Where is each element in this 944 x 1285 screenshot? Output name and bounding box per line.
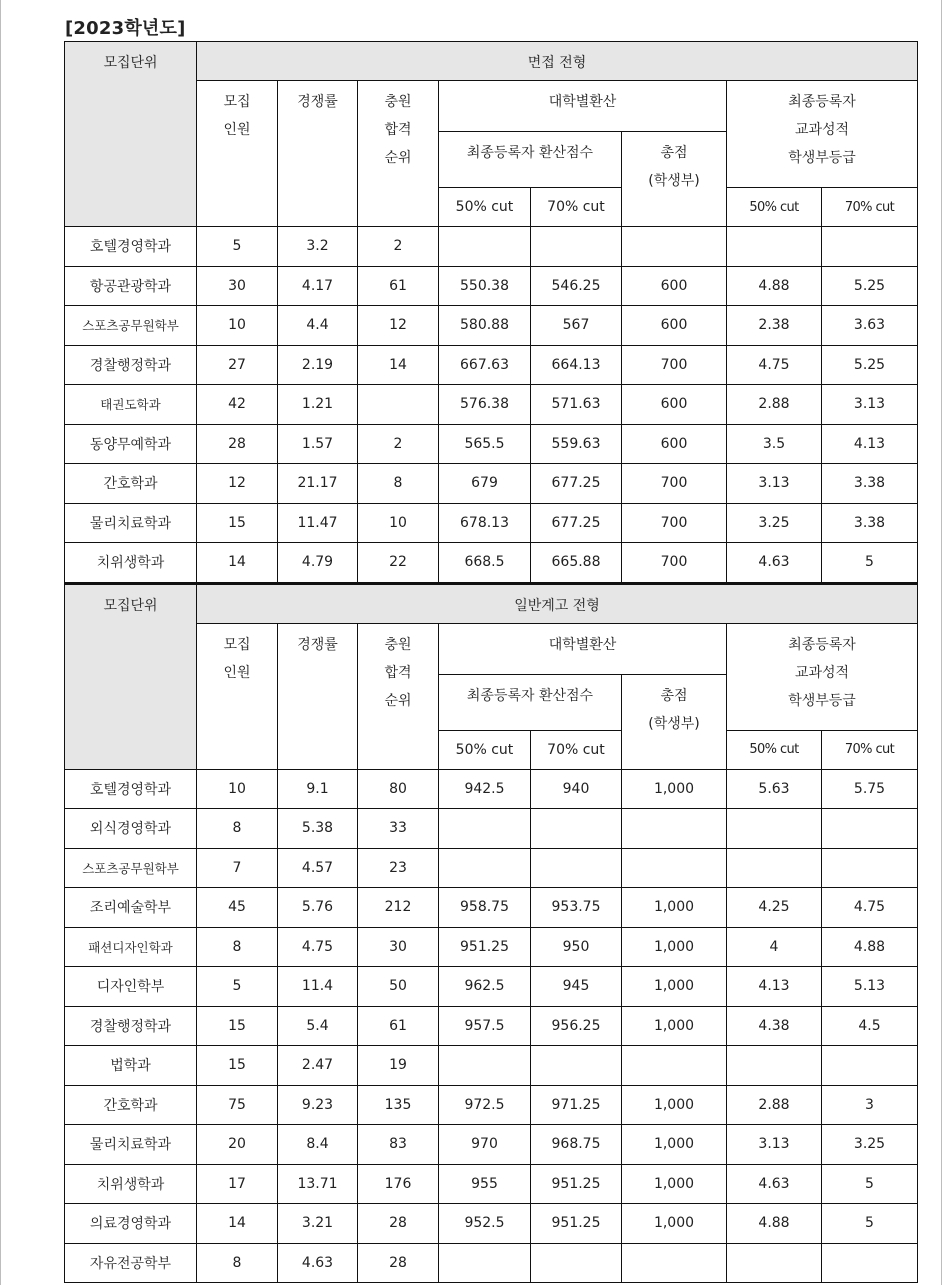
cell-waitlist: 61: [358, 266, 439, 306]
cell-score70: 664.13: [531, 345, 622, 385]
final-grade-header: [727, 623, 918, 730]
cell-grade70: 4.88: [822, 927, 918, 967]
cell-waitlist: 19: [358, 1046, 439, 1086]
cell-waitlist: 12: [358, 306, 439, 346]
header-line: (학생부): [648, 173, 700, 189]
cell-competition: 4.75: [278, 927, 358, 967]
cell-grade50: 4.88: [727, 1204, 822, 1244]
cell-recruit: 45: [197, 888, 278, 928]
cell-grade70: 4.5: [822, 1006, 918, 1046]
cell-grade50: [727, 848, 822, 888]
cell-total: 1,000: [622, 1006, 727, 1046]
table-row: [65, 848, 918, 888]
table-row: [65, 306, 918, 346]
cell-score50: 668.5: [439, 543, 531, 583]
cell-competition: 3.2: [278, 227, 358, 267]
cell-waitlist: 80: [358, 769, 439, 809]
header-line: (학생부): [648, 715, 700, 732]
cell-unit: 호텔경영학과: [65, 769, 197, 809]
cell-total: [622, 1046, 727, 1086]
cell-total: 700: [622, 345, 727, 385]
cell-total: 700: [622, 464, 727, 504]
cell-competition: 1.57: [278, 424, 358, 464]
cell-grade70: 3.38: [822, 464, 918, 504]
cell-competition: 4.63: [278, 1243, 358, 1283]
cell-grade50: 3.25: [727, 503, 822, 543]
cell-waitlist: 83: [358, 1125, 439, 1165]
cell-competition: 5.38: [278, 809, 358, 849]
recruit-header: [197, 81, 278, 227]
cell-waitlist: [358, 385, 439, 425]
final-score-header: 최종등록자 환산점수: [439, 674, 622, 730]
admission-type-header: 면접 전형: [197, 42, 918, 81]
cell-score50: 951.25: [439, 927, 531, 967]
cell-score50: 962.5: [439, 967, 531, 1007]
cell-score50: 678.13: [439, 503, 531, 543]
cell-unit: 패션디자인학과: [65, 927, 197, 967]
cell-competition: 5.76: [278, 888, 358, 928]
cell-recruit: 14: [197, 1204, 278, 1244]
cell-recruit: 75: [197, 1085, 278, 1125]
cell-unit: 디자인학부: [65, 967, 197, 1007]
header-line: 교과성적: [794, 664, 850, 681]
table-row: [65, 227, 918, 267]
cell-competition: 4.17: [278, 266, 358, 306]
cell-recruit: 10: [197, 769, 278, 809]
cell-competition: 4.79: [278, 543, 358, 583]
cell-unit: 외식경영학과: [65, 809, 197, 849]
cell-waitlist: 212: [358, 888, 439, 928]
cell-grade70: 3.63: [822, 306, 918, 346]
right-page-edge: [941, 0, 942, 1285]
cell-total: 700: [622, 503, 727, 543]
cell-total: 600: [622, 306, 727, 346]
cell-competition: 4.57: [278, 848, 358, 888]
cell-grade50: 4.38: [727, 1006, 822, 1046]
table-row: [65, 464, 918, 504]
recruit-header: [197, 623, 278, 769]
total-score-header: [622, 674, 727, 769]
cell-unit: 스포츠공무원학부: [65, 306, 197, 346]
cell-score70: 945: [531, 967, 622, 1007]
header-line: 인원: [223, 664, 251, 681]
cell-waitlist: 135: [358, 1085, 439, 1125]
cell-waitlist: 8: [358, 464, 439, 504]
header-row-1: [65, 584, 918, 623]
cell-unit: 물리치료학과: [65, 1125, 197, 1165]
cell-recruit: 5: [197, 967, 278, 1007]
table-row: [65, 345, 918, 385]
general-table-body: [65, 584, 918, 1283]
table-row: [65, 1046, 918, 1086]
cell-score70: 571.63: [531, 385, 622, 425]
cell-score70: 968.75: [531, 1125, 622, 1165]
cell-competition: 13.71: [278, 1164, 358, 1204]
cell-unit: 경찰행정학과: [65, 1006, 197, 1046]
cell-grade70: 3.38: [822, 503, 918, 543]
cell-grade50: 2.38: [727, 306, 822, 346]
cell-total: [622, 809, 727, 849]
cell-score70: 677.25: [531, 503, 622, 543]
table-row: [65, 1085, 918, 1125]
competition-header: 경쟁률: [278, 81, 358, 227]
cell-recruit: 20: [197, 1125, 278, 1165]
cell-recruit: 8: [197, 809, 278, 849]
cell-score50: 942.5: [439, 769, 531, 809]
table-row: [65, 809, 918, 849]
header-line: 최종등록자: [788, 636, 856, 653]
cell-waitlist: 10: [358, 503, 439, 543]
cell-waitlist: 2: [358, 227, 439, 267]
header-line: 충원: [384, 636, 412, 653]
cell-score50: 576.38: [439, 385, 531, 425]
table-row: [65, 503, 918, 543]
cell-score50: 550.38: [439, 266, 531, 306]
cell-unit: 법학과: [65, 1046, 197, 1086]
cell-waitlist: 28: [358, 1204, 439, 1244]
cell-grade50: 2.88: [727, 1085, 822, 1125]
cell-unit: 스포츠공무원학부: [65, 848, 197, 888]
cell-grade50: 4.63: [727, 543, 822, 583]
cell-unit: 치위생학과: [65, 543, 197, 583]
total-score-header: [622, 132, 727, 227]
score-50-cut-header: 50% cut: [439, 188, 531, 227]
cell-unit: 간호학과: [65, 1085, 197, 1125]
cell-score50: [439, 809, 531, 849]
cell-recruit: 7: [197, 848, 278, 888]
cell-competition: 4.4: [278, 306, 358, 346]
cell-recruit: 28: [197, 424, 278, 464]
table-row: [65, 1164, 918, 1204]
cell-score70: 951.25: [531, 1164, 622, 1204]
table-row: [65, 1125, 918, 1165]
cell-grade50: [727, 1243, 822, 1283]
cell-grade70: 4.13: [822, 424, 918, 464]
cell-recruit: 15: [197, 1006, 278, 1046]
cell-score70: 951.25: [531, 1204, 622, 1244]
cell-grade70: [822, 809, 918, 849]
cell-competition: 8.4: [278, 1125, 358, 1165]
cell-unit: 항공관광학과: [65, 266, 197, 306]
cell-waitlist: 2: [358, 424, 439, 464]
grade-70-cut-header: 70% cut: [822, 730, 918, 769]
cell-grade70: 5.25: [822, 345, 918, 385]
cell-competition: 11.4: [278, 967, 358, 1007]
cell-score50: 955: [439, 1164, 531, 1204]
cell-score50: 679: [439, 464, 531, 504]
table-row: [65, 1006, 918, 1046]
cell-waitlist: 14: [358, 345, 439, 385]
cell-total: 1,000: [622, 927, 727, 967]
cell-grade50: 4.75: [727, 345, 822, 385]
header-line: 총점: [660, 687, 688, 704]
score-70-cut-header: 70% cut: [531, 730, 622, 769]
cell-score50: 565.5: [439, 424, 531, 464]
cell-score70: 559.63: [531, 424, 622, 464]
university-conversion-header: 대학별환산: [439, 623, 727, 674]
cell-waitlist: 176: [358, 1164, 439, 1204]
cell-unit: 동양무예학과: [65, 424, 197, 464]
cell-score70: [531, 1243, 622, 1283]
cell-grade50: 3.5: [727, 424, 822, 464]
cell-grade70: 4.75: [822, 888, 918, 928]
cell-grade70: 5: [822, 1164, 918, 1204]
cell-unit: 조리예술학부: [65, 888, 197, 928]
cell-total: 600: [622, 385, 727, 425]
cell-grade70: 3.13: [822, 385, 918, 425]
cell-recruit: 8: [197, 1243, 278, 1283]
cell-score70: 940: [531, 769, 622, 809]
table-row: [65, 424, 918, 464]
cell-recruit: 5: [197, 227, 278, 267]
header-line: 학생부등급: [788, 150, 856, 166]
cell-recruit: 8: [197, 927, 278, 967]
grade-50-cut-header: 50% cut: [727, 730, 822, 769]
cell-total: [622, 848, 727, 888]
header-line: 모집: [223, 636, 251, 653]
cell-grade50: 3.13: [727, 1125, 822, 1165]
cell-total: 1,000: [622, 888, 727, 928]
cell-competition: 21.17: [278, 464, 358, 504]
cell-unit: 태권도학과: [65, 385, 197, 425]
score-70-cut-header: 70% cut: [531, 188, 622, 227]
cell-total: 1,000: [622, 1164, 727, 1204]
cell-score50: [439, 848, 531, 888]
admission-type-header: 일반계고 전형: [197, 584, 918, 623]
cell-unit: 물리치료학과: [65, 503, 197, 543]
cell-recruit: 27: [197, 345, 278, 385]
cell-waitlist: 50: [358, 967, 439, 1007]
cell-waitlist: 30: [358, 927, 439, 967]
cell-recruit: 42: [197, 385, 278, 425]
cell-recruit: 10: [197, 306, 278, 346]
cell-competition: 1.21: [278, 385, 358, 425]
cell-total: 600: [622, 266, 727, 306]
cell-score70: [531, 809, 622, 849]
cell-recruit: 14: [197, 543, 278, 583]
cell-score70: 950: [531, 927, 622, 967]
cell-grade50: 3.13: [727, 464, 822, 504]
cell-grade50: 5.63: [727, 769, 822, 809]
cell-total: 1,000: [622, 1204, 727, 1244]
cell-unit: 자유전공학부: [65, 1243, 197, 1283]
table-row: [65, 266, 918, 306]
cell-recruit: 12: [197, 464, 278, 504]
grade-50-cut-header: 50% cut: [727, 188, 822, 227]
cell-score50: 952.5: [439, 1204, 531, 1244]
cell-waitlist: 28: [358, 1243, 439, 1283]
cell-grade70: 3: [822, 1085, 918, 1125]
cell-score50: 958.75: [439, 888, 531, 928]
waitlist-rank-header: [358, 81, 439, 227]
cell-score70: 546.25: [531, 266, 622, 306]
grade-70-cut-header: 70% cut: [822, 188, 918, 227]
unit-header: 모집단위: [65, 42, 197, 227]
header-line: 순위: [384, 150, 412, 166]
cell-grade50: [727, 227, 822, 267]
cell-recruit: 15: [197, 503, 278, 543]
cell-score50: [439, 1046, 531, 1086]
cell-grade50: 4.25: [727, 888, 822, 928]
score-50-cut-header: 50% cut: [439, 730, 531, 769]
cell-recruit: 15: [197, 1046, 278, 1086]
table-row: [65, 385, 918, 425]
cell-score70: 665.88: [531, 543, 622, 583]
interview-table-body: [65, 42, 918, 583]
table-row: [65, 967, 918, 1007]
cell-waitlist: 33: [358, 809, 439, 849]
cell-score70: 677.25: [531, 464, 622, 504]
cell-score70: 971.25: [531, 1085, 622, 1125]
cell-unit: 간호학과: [65, 464, 197, 504]
cell-unit: 호텔경영학과: [65, 227, 197, 267]
waitlist-rank-header: [358, 623, 439, 769]
cell-score70: [531, 227, 622, 267]
table-row: [65, 927, 918, 967]
header-line: 총점: [660, 145, 688, 161]
table-row: [65, 1204, 918, 1244]
cell-total: 700: [622, 543, 727, 583]
cell-grade50: 4: [727, 927, 822, 967]
cell-score50: 957.5: [439, 1006, 531, 1046]
cell-score50: [439, 1243, 531, 1283]
cell-total: 1,000: [622, 769, 727, 809]
cell-grade70: [822, 848, 918, 888]
cell-grade70: 5.25: [822, 266, 918, 306]
header-line: 모집: [223, 94, 251, 110]
cell-competition: 9.1: [278, 769, 358, 809]
cell-total: 600: [622, 424, 727, 464]
table-row: [65, 1243, 918, 1283]
cell-competition: 9.23: [278, 1085, 358, 1125]
cell-grade70: [822, 1046, 918, 1086]
university-conversion-header: 대학별환산: [439, 81, 727, 132]
cell-score50: 580.88: [439, 306, 531, 346]
cell-grade50: 4.63: [727, 1164, 822, 1204]
cell-total: 1,000: [622, 1125, 727, 1165]
cell-score50: 667.63: [439, 345, 531, 385]
cell-waitlist: 23: [358, 848, 439, 888]
cell-total: 1,000: [622, 1085, 727, 1125]
page-title: [2023학년도]: [65, 18, 186, 39]
cell-grade50: 4.13: [727, 967, 822, 1007]
cell-waitlist: 61: [358, 1006, 439, 1046]
cell-total: 1,000: [622, 967, 727, 1007]
general-admission-table: [64, 583, 918, 1283]
cell-unit: 경찰행정학과: [65, 345, 197, 385]
table-row: [65, 769, 918, 809]
cell-recruit: 30: [197, 266, 278, 306]
cell-recruit: 17: [197, 1164, 278, 1204]
cell-competition: 5.4: [278, 1006, 358, 1046]
cell-grade50: 4.88: [727, 266, 822, 306]
cell-score70: [531, 1046, 622, 1086]
cell-unit: 의료경영학과: [65, 1204, 197, 1244]
cell-competition: 11.47: [278, 503, 358, 543]
cell-grade70: [822, 1243, 918, 1283]
header-line: 순위: [384, 692, 412, 709]
cell-score50: 970: [439, 1125, 531, 1165]
cell-grade70: [822, 227, 918, 267]
header-line: 학생부등급: [788, 692, 856, 709]
cell-total: [622, 227, 727, 267]
unit-header: 모집단위: [65, 584, 197, 769]
final-score-header: 최종등록자 환산점수: [439, 132, 622, 188]
cell-grade50: [727, 1046, 822, 1086]
cell-competition: 3.21: [278, 1204, 358, 1244]
cell-waitlist: 22: [358, 543, 439, 583]
cell-score50: [439, 227, 531, 267]
header-row-1: [65, 42, 918, 81]
header-line: 교과성적: [794, 122, 850, 138]
header-line: 충원: [384, 94, 412, 110]
table-row: [65, 888, 918, 928]
table-row: [65, 543, 918, 583]
cell-grade70: 5: [822, 543, 918, 583]
header-line: 최종등록자: [788, 94, 856, 110]
header-line: 인원: [223, 122, 251, 138]
cell-competition: 2.19: [278, 345, 358, 385]
cell-competition: 2.47: [278, 1046, 358, 1086]
interview-admission-table: [64, 41, 918, 583]
cell-grade50: [727, 809, 822, 849]
cell-score70: [531, 848, 622, 888]
final-grade-header: [727, 81, 918, 188]
cell-grade50: 2.88: [727, 385, 822, 425]
cell-score50: 972.5: [439, 1085, 531, 1125]
cell-grade70: 5.13: [822, 967, 918, 1007]
left-page-edge: [0, 0, 1, 1285]
cell-unit: 치위생학과: [65, 1164, 197, 1204]
cell-score70: 567: [531, 306, 622, 346]
cell-grade70: 3.25: [822, 1125, 918, 1165]
cell-total: [622, 1243, 727, 1283]
header-line: 합격: [384, 122, 412, 138]
cell-score70: 956.25: [531, 1006, 622, 1046]
cell-grade70: 5: [822, 1204, 918, 1244]
cell-grade70: 5.75: [822, 769, 918, 809]
cell-score70: 953.75: [531, 888, 622, 928]
competition-header: 경쟁률: [278, 623, 358, 769]
header-line: 합격: [384, 664, 412, 681]
